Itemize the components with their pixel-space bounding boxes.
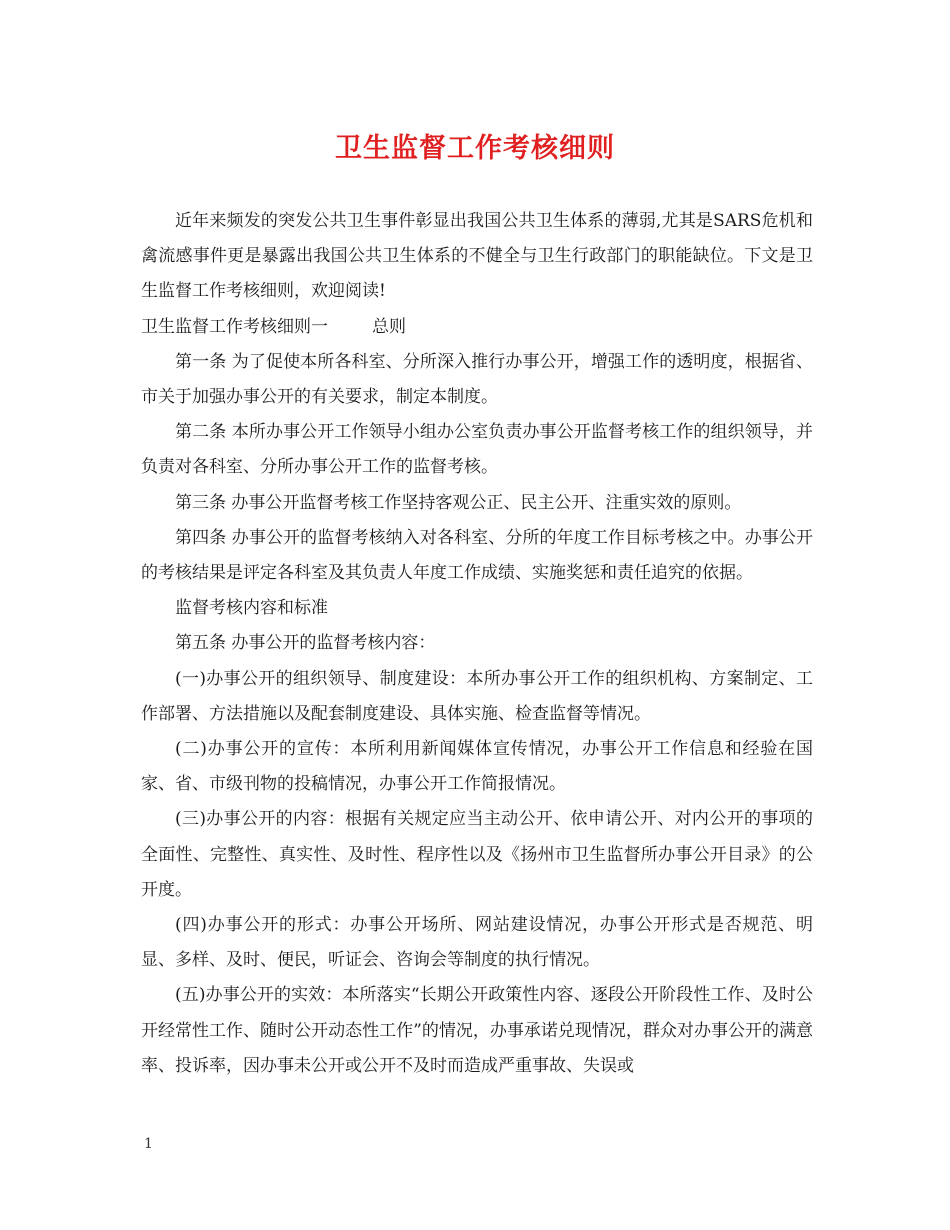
section-heading-right: 总则 [372, 316, 406, 337]
item-1: (一)办事公开的组织领导、制度建设：本所办事公开工作的组织机构、方案制定、工作部署、方法措施以及配套制度建设、具体实施、检查监督等情况。 [141, 668, 813, 724]
subsection-heading: 监督考核内容和标准 [175, 598, 328, 619]
item-3: (三)办事公开的内容：根据有关规定应当主动公开、依申请公开、对内公开的事项的全面性、完整性、真实性、及时性、程序性以及《扬州市卫生监督所办事公开目录》的公开度。 [141, 809, 813, 900]
document-title: 卫生监督工作考核细则 [335, 133, 615, 164]
article-1: 第一条 为了促使本所各科室、分所深入推行办事公开，增强工作的透明度，根据省、市关于加强办事公开的有关要求，制定本制度。 [141, 351, 813, 408]
article-4: 第四条 办事公开的监督考核纳入对各科室、分所的年度工作目标考核之中。办事公开的考核结果是评定各科室及其负责人年度工作成绩、实施奖惩和责任追究的依据。 [141, 527, 813, 584]
article-3: 第三条 办事公开监督考核工作坚持客观公正、民主公开、注重实效的原则。 [175, 492, 742, 513]
article-5: 第五条 办事公开的监督考核内容： [175, 633, 436, 654]
item-2: (二)办事公开的宣传：本所利用新闻媒体宣传情况，办事公开工作信息和经验在国家、省、市级刊物的投稿情况，办事公开工作简报情况。 [141, 739, 813, 795]
section-heading [141, 310, 813, 345]
article-2: 第二条 本所办事公开工作领导小组办公室负责办事公开监督考核工作的组织领导，并负责对各科室、分所办事公开工作的监督考核。 [141, 422, 813, 478]
item-4: (四)办事公开的形式：办事公开场所、网站建设情况，办事公开形式是否规范、明显、多样、及时、便民，听证会、咨询会等制度的执行情况。 [141, 915, 813, 971]
document-body [141, 204, 813, 1084]
section-heading-left: 卫生监督工作考核细则一 [141, 316, 328, 337]
item-5: (五)办事公开的实效：本所落实“长期公开政策性内容、逐段公开阶段性工作、及时公开经常性工作、随时公开动态性工作”的情况，办事承诺兑现情况，群众对办事公开的满意率、投诉率，因办事未公开或公开不及时而造成严重事故、失误或 [141, 985, 813, 1076]
intro-paragraph: 近年来频发的突发公共卫生事件彰显出我国公共卫生体系的薄弱,尤其是SARS危机和禽流感事件更是暴露出我国公共卫生体系的不健全与卫生行政部门的职能缺位。下文是卫生监督工作考核细则，欢迎阅读! [141, 211, 813, 302]
page-number: 1 [144, 1136, 153, 1152]
